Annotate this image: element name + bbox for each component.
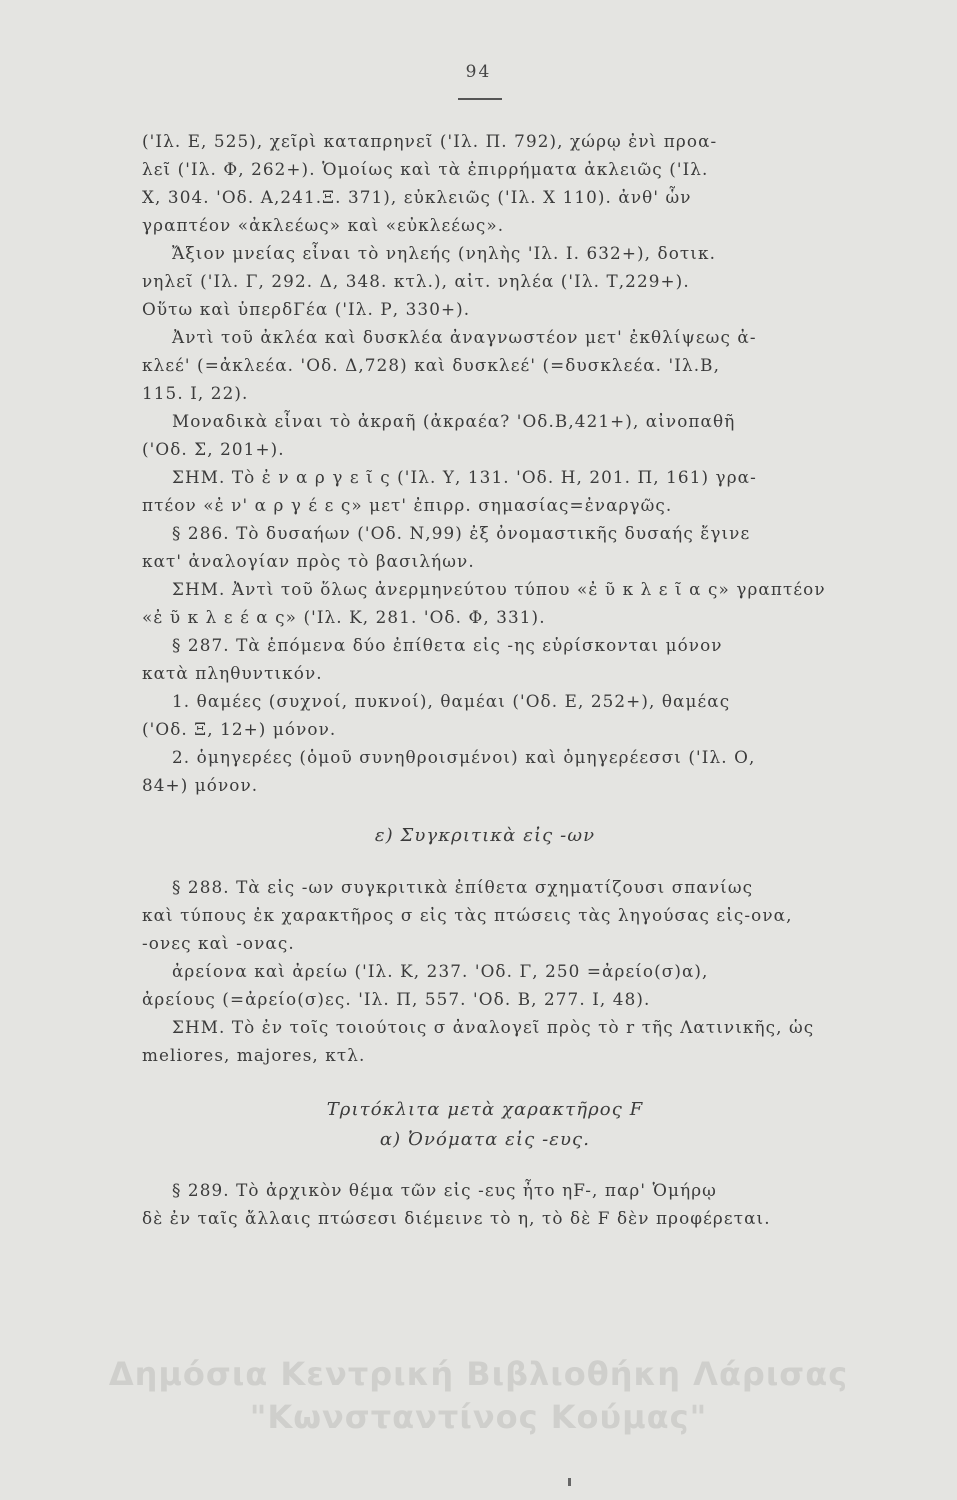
page-number: 94 xyxy=(465,62,492,82)
text-line: καὶ τύπους ἐκ χαρακτῆρος σ εἰς τὰς πτώσεις τὰς ληγούσας εἰς-ονα, xyxy=(142,905,793,925)
text-line: ΣΗΜ. Τὸ ἐν τοῖς τοιούτοις σ ἀναλογεῖ πρὸς τὸ r τῆς Λατινικῆς, ὡς xyxy=(172,1017,815,1037)
subsection-heading: α) Ὀνόματα εἰς -ευς. xyxy=(379,1129,591,1150)
library-watermark-line1: Δημόσια Κεντρική Βιβλιοθήκη Λάρισας xyxy=(108,1355,849,1393)
section-heading: Τριτόκλιτα μετὰ χαρακτῆρος F xyxy=(326,1099,644,1120)
text-line: Ἀντὶ τοῦ ἀκλέα καὶ δυσκλέα ἀναγνωστέον μετ' ἐκθλίψεως ἀ- xyxy=(172,327,757,347)
text-line: Χ, 304. 'Οδ. Α,241.Ξ. 371), εὐκλειῶς ('Ιλ. Χ 110). ἀνθ' ὧν xyxy=(142,187,692,207)
library-watermark-line2: "Κωνσταντίνος Κούμας" xyxy=(249,1398,708,1436)
text-line: κατ' ἀναλογίαν πρὸς τὸ βασιλήων. xyxy=(142,551,475,571)
text-line: § 286. Τὸ δυσαήων ('Οδ. Ν,99) ἐξ ὀνομαστικῆς δυσαής ἔγινε xyxy=(172,523,751,543)
text-line: § 287. Τὰ ἑπόμενα δύο ἐπίθετα εἰς -ης εὑρίσκονται μόνον xyxy=(172,635,723,655)
text-line: «ἐ ῦ κ λ ε έ α ς» ('Ιλ. Κ, 281. 'Οδ. Φ, 331). xyxy=(142,607,546,627)
text-line: § 288. Τὰ εἰς -ων συγκριτικὰ ἐπίθετα σχηματίζουσι σπανίως xyxy=(172,877,754,897)
text-line: κατὰ πληθυντικόν. xyxy=(142,663,323,683)
text-line: -ονες καὶ -ονας. xyxy=(142,933,295,953)
header-rule xyxy=(458,98,502,100)
text-line: Μοναδικὰ εἶναι τὸ ἀκραῆ (ἀκραέα? 'Οδ.Β,421+), αἰνοπαθῆ xyxy=(172,411,736,431)
text-line: γραπτέον «ἀκλεέως» καὶ «εὐκλεέως». xyxy=(142,215,505,235)
print-mark xyxy=(568,1478,571,1486)
text-line: § 289. Τὸ ἀρχικὸν θέμα τῶν εἰς -ευς ἦτο ηF-, παρ' Ὁμήρῳ xyxy=(172,1180,717,1200)
text-line: 84+) μόνον. xyxy=(142,775,259,795)
text-line: πτέον «ἐ ν' α ρ γ έ ε ς» μετ' ἐπιρρ. σημασίας=ἐναργῶς. xyxy=(142,495,673,515)
text-line: ΣΗΜ. Ἀντὶ τοῦ ὅλως ἀνερμηνεύτου τύπου «ἐ ῦ κ λ ε ῖ α ς» γραπτέον xyxy=(172,579,826,599)
text-line: νηλεῖ ('Ιλ. Γ, 292. Δ, 348. κτλ.), αἰτ. νηλέα ('Ιλ. Τ,229+). xyxy=(142,271,690,291)
text-line: κλεέ' (=ἀκλεέα. 'Οδ. Δ,728) καὶ δυσκλεέ' (=δυσκλεέα. 'Ιλ.Β, xyxy=(142,355,721,375)
text-line: ἀρείονα καὶ ἀρείω ('Ιλ. Κ, 237. 'Οδ. Γ, 250 =ἀρείο(σ)α), xyxy=(172,961,709,981)
text-line: ΣΗΜ. Τὸ ἐ ν α ρ γ ε ῖ ς ('Ιλ. Υ, 131. 'Οδ. Η, 201. Π, 161) γρα- xyxy=(172,467,757,487)
text-line: ('Ιλ. Ε, 525), χεῖρὶ καταπρηνεῖ ('Ιλ. Π. 792), χώρῳ ἐνὶ προα- xyxy=(142,131,718,151)
text-line: 1. θαμέες (συχνοί, πυκνοί), θαμέαι ('Οδ. Ε, 252+), θαμέας xyxy=(172,691,731,711)
text-line: δὲ ἐν ταῖς ἄλλαις πτώσεσι διέμεινε τὸ η, τὸ δὲ F δὲν προφέρεται. xyxy=(142,1208,771,1228)
text-line: ἀρείους (=ἀρείο(σ)ες. 'Ιλ. Π, 557. 'Οδ. Β, 277. Ι, 48). xyxy=(142,989,651,1009)
section-heading: ε) Συγκριτικὰ εἰς -ων xyxy=(374,825,596,846)
text-line: Ἄξιον μνείας εἶναι τὸ νηλεής (νηλὴς 'Ιλ. Ι. 632+), δοτικ. xyxy=(172,243,717,263)
text-line: meliores, majores, κτλ. xyxy=(142,1045,366,1065)
text-line: ('Οδ. Σ, 201+). xyxy=(142,439,285,459)
text-line: 2. ὁμηγερέες (ὁμοῦ συνηθροισμένοι) καὶ ὁμηγερέεσσι ('Ιλ. Ο, xyxy=(172,747,756,767)
text-line: λεῖ ('Ιλ. Φ, 262+). Ὁμοίως καὶ τὰ ἐπιρρήματα ἀκλειῶς ('Ιλ. xyxy=(142,159,709,179)
text-line: 115. Ι, 22). xyxy=(142,383,249,403)
text-line: Οὕτω καὶ ὑπερδΓέα ('Ιλ. Ρ, 330+). xyxy=(142,299,471,319)
text-line: ('Οδ. Ξ, 12+) μόνον. xyxy=(142,719,337,739)
